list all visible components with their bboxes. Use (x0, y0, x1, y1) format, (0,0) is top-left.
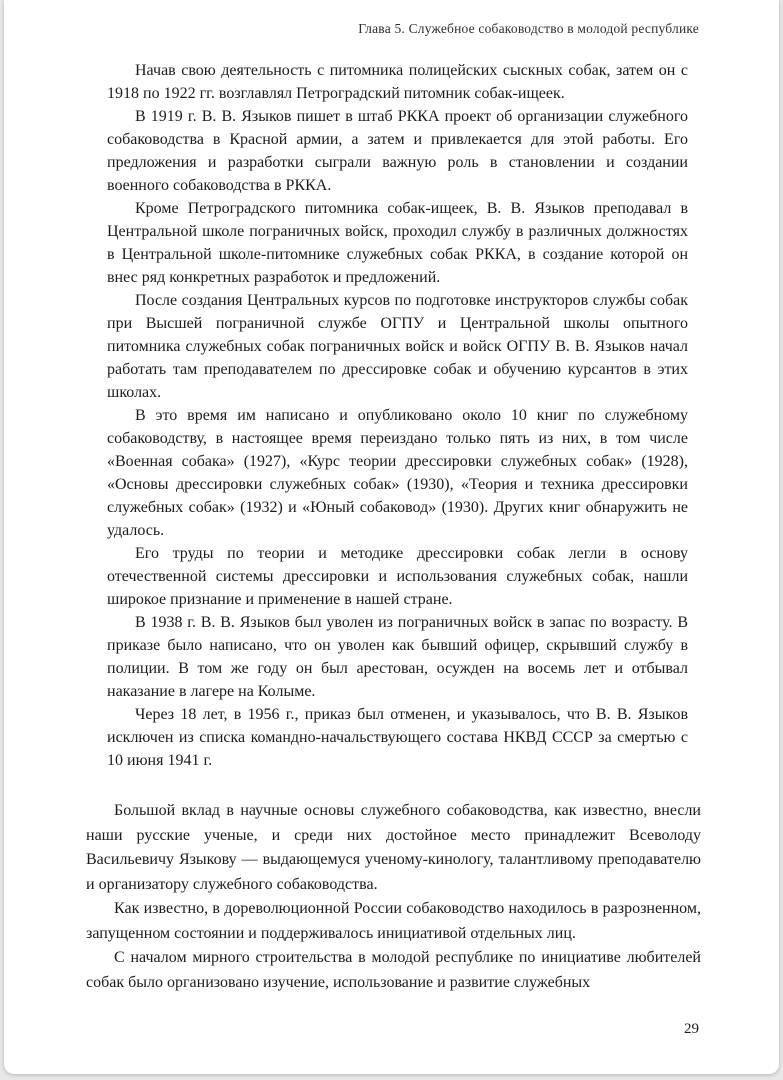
inset-block (107, 59, 688, 772)
paragraph: В 1919 г. В. В. Языков пишет в штаб РККА проект об организации служебного собаководства в Красной армии, а затем и привлекается для этой работы. Его предложения и разработки сыграли важную роль в становлении и создании военного собаководства в РККА. (107, 108, 688, 194)
book-page (4, 0, 779, 1074)
paragraph: Его труды по теории и методике дрессировки собак легли в основу отечественной системы дрессировки и использования служебных собак, нашли широкое признание и применение в нашей стране. (107, 545, 688, 608)
paragraph: Кроме Петроградского питомника собак-ищеек, В. В. Языков преподавал в Центральной школе пограничных войск, проходил службу в различных должностях в Центральной школе-питомнике служебных собак РККА, в создание которой он внес ряд конкретных разработок и предложений. (107, 200, 688, 286)
paragraph: В это время им написано и опубликовано около 10 книг по служебному собаководству, в настоящее время переиздано только пять из них, в том числе «Военная собака» (1927), «Курс теории дрессировки служебных собак» (1928), «Основы дрессировки служебных собак» (1930), «Теория и техника дрессировки служебных собак» (1932) и «Юный собаковод» (1930). Других книг обнаружить не удалось. (107, 407, 688, 539)
paragraph: Большой вклад в научные основы служебного собаководства, как известно, внесли наши русские ученые, и среди них достойное место принадлежит Всеволоду Васильевичу Языкову — выдающемуся ученому-кинологу, талантливому преподавателю и организатору служебного собаководства. (86, 802, 701, 893)
paragraph: После создания Центральных курсов по подготовке инструкторов службы собак при Высшей пограничной службе ОГПУ и Центральной школы опытного питомника служебных собак пограничных войск и войск ОГПУ В. В. Языков начал работать там преподавателем по дрессировке собак и обучению курсантов в этих школах. (107, 292, 688, 401)
paragraph: В 1938 г. В. В. Языков был уволен из пограничных войск в запас по возрасту. В приказе было написано, что он уволен как бывший офицер, скрывший службу в полиции. В том же году он был арестован, осужден на восемь лет и отбывал наказание в лагере на Колыме. (107, 614, 688, 700)
main-text-block (86, 799, 701, 995)
page-number: 29 (684, 1021, 699, 1037)
paragraph: Как известно, в дореволюционной России собаководство находилось в разрозненном, запущенном состоянии и поддерживалось инициативой отдельных лиц. (86, 900, 701, 942)
running-header: Глава 5. Служебное собаководство в молодой республике (358, 21, 699, 36)
paragraph: Начав свою деятельность с питомника полицейских сыскных собак, затем он с 1918 по 1922 гг. возглавлял Петроградский питомник собак-ищеек. (107, 62, 688, 102)
page-content (86, 59, 701, 995)
paragraph: С началом мирного строительства в молодой республике по инициативе любителей собак было организовано изучение, использование и развитие служебных (86, 949, 701, 991)
paragraph: Через 18 лет, в 1956 г., приказ был отменен, и указывалось, что В. В. Языков исключен из списка командно-начальствующего состава НКВД СССР за смертью с 10 июня 1941 г. (107, 706, 688, 769)
